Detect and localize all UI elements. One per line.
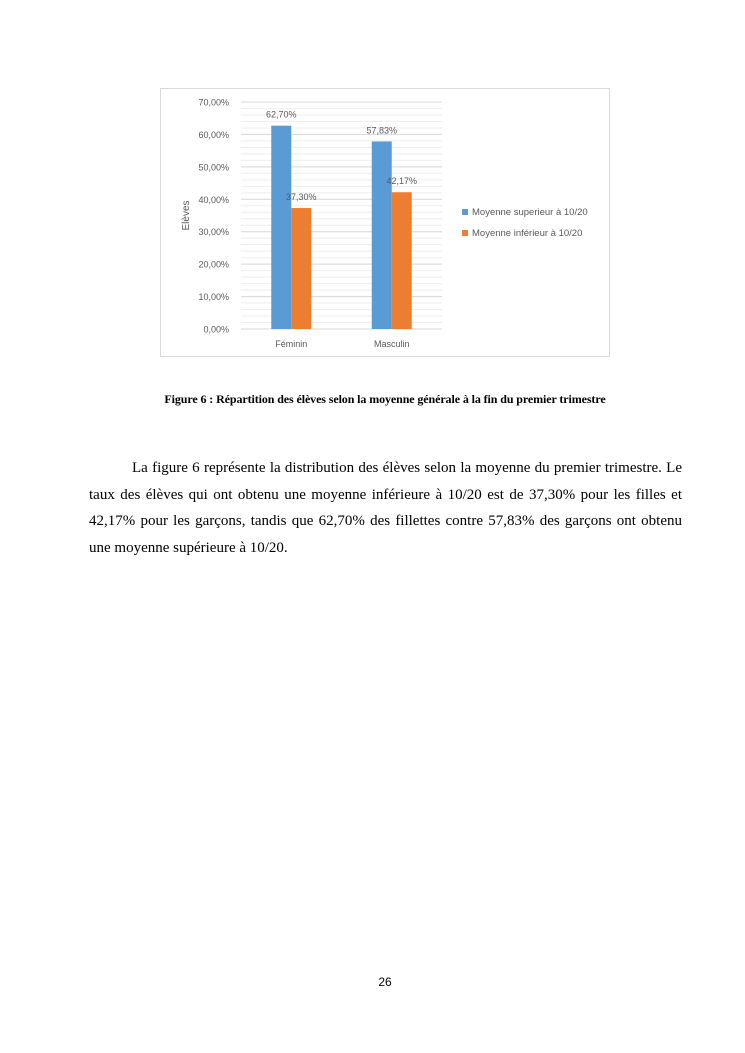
legend-swatch	[462, 209, 468, 215]
y-tick-label: 60,00%	[198, 129, 229, 140]
y-axis-title: Elèves	[181, 200, 192, 231]
body-paragraph: La figure 6 représente la distribution des élèves selon la moyenne du premier trimestre. Le taux des élèves qui ont obtenu une moyenne inférieure à 10/20 est de 37,30% pour les filles et 42,17% pour les garçons, tandis que 62,70% des fillettes contre 57,83% des garçons ont obtenu une moyenne supérieure à 10/20.	[89, 460, 682, 556]
y-tick-label: 70,00%	[198, 97, 229, 108]
data-label: 37,30%	[285, 192, 317, 203]
bar	[392, 192, 412, 329]
figure-caption: Figure 6 : Répartition des élèves selon la moyenne générale à la fin du premier trimestre	[164, 392, 606, 406]
data-label: 42,17%	[386, 176, 418, 187]
bar	[372, 141, 392, 329]
legend-swatch	[462, 230, 468, 236]
y-tick-label: 10,00%	[198, 292, 229, 303]
y-tick-label: 20,00%	[198, 259, 229, 270]
legend-label: Moyenne superieur à 10/20	[472, 207, 588, 218]
bar-chart	[160, 88, 610, 357]
chart-svg	[161, 89, 611, 358]
x-category-label: Masculin	[373, 339, 410, 349]
bar	[291, 208, 311, 329]
data-label: 62,70%	[265, 109, 297, 120]
x-category-label: Féminin	[275, 339, 308, 349]
legend-label: Moyenne inférieur à 10/20	[472, 228, 583, 239]
y-tick-label: 30,00%	[198, 227, 229, 238]
y-tick-label: 50,00%	[198, 162, 229, 173]
page-number: 26	[378, 975, 392, 989]
data-label: 57,83%	[366, 125, 398, 136]
y-tick-label: 0,00%	[203, 324, 229, 335]
bar	[271, 126, 291, 329]
y-tick-label: 40,00%	[198, 194, 229, 205]
